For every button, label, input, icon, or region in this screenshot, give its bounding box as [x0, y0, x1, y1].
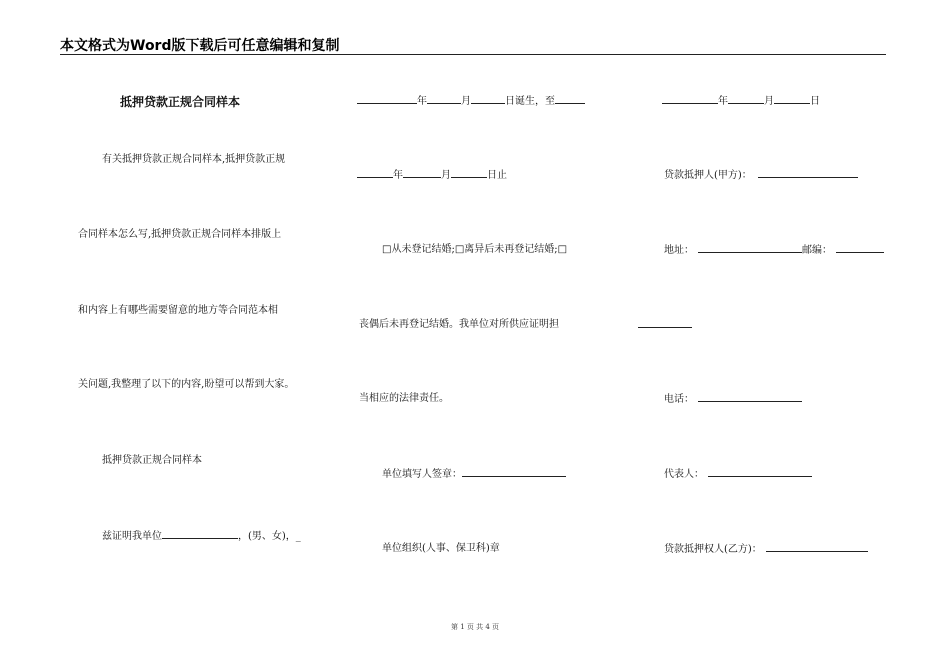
month-label-2: 月: [441, 170, 451, 181]
mortgagor-label: 贷款抵押人(甲方)：: [664, 170, 752, 181]
signer-blank: [462, 467, 566, 477]
signing-date-line: [662, 94, 820, 109]
phone-blank: [698, 392, 802, 402]
unit-name-blank: [162, 529, 238, 539]
mortgagee-label: 贷款抵押权人(乙方)：: [664, 544, 762, 555]
sign-month-label: 月: [764, 96, 774, 107]
mortgagor-line: [664, 168, 858, 183]
sign-year-label: 年: [718, 96, 728, 107]
end-day-blank: [451, 168, 487, 178]
certificate-prefix: 兹证明我单位: [102, 531, 162, 542]
intro-line-3: 和内容上有哪些需要留意的地方等合同范本相: [78, 305, 278, 316]
mortgagor-blank: [758, 168, 858, 178]
address-line: [664, 243, 884, 258]
extra-blank: [638, 327, 692, 328]
birth-day-blank: [471, 94, 505, 104]
postcode-blank: [836, 243, 884, 253]
certificate-gender: ，(男、女)，_: [238, 531, 301, 542]
born-label: 日诞生，至: [505, 96, 555, 107]
phone-line: [664, 392, 802, 407]
header-text: 本文格式为Word版下载后可任意编辑和复制: [60, 38, 340, 54]
end-date-line: [357, 168, 507, 183]
liability-line: 当相应的法律责任。: [359, 393, 449, 404]
intro-line-2: 合同样本怎么写,抵押贷款正规合同样本排版上: [78, 229, 282, 240]
address-blank: [698, 243, 802, 253]
page-footer: 第 1 页 共 4 页: [450, 623, 500, 631]
sign-year-blank: [662, 94, 718, 104]
sign-day-label: 日: [810, 96, 820, 107]
signer-label: 单位填写人签章：: [382, 469, 462, 480]
section-subtitle: 抵押贷款正规合同样本: [102, 455, 202, 466]
mortgagee-line: [664, 542, 868, 557]
year-label-2: 年: [393, 170, 403, 181]
representative-blank: [708, 467, 812, 477]
intro-line-4: 关问题,我整理了以下的内容,盼望可以帮到大家。: [78, 379, 295, 390]
end-year-blank: [357, 168, 393, 178]
phone-label: 电话：: [664, 394, 694, 405]
representative-label: 代表人：: [664, 469, 704, 480]
until-blank: [555, 94, 585, 104]
marital-status-options: □从未登记结婚;□离异后未再登记结婚;□: [382, 244, 568, 255]
birth-month-blank: [427, 94, 461, 104]
year-label: 年: [417, 96, 427, 107]
org-seal-line: 单位组织(人事、保卫科)章: [382, 543, 500, 554]
month-label: 月: [461, 96, 471, 107]
spouse-line: 丧偶后未再登记结婚。我单位对所供应证明担: [359, 319, 559, 330]
birth-date-line: [357, 94, 585, 109]
birth-year-blank: [357, 94, 417, 104]
postcode-label: 邮编：: [802, 245, 832, 256]
page-header: [60, 34, 886, 55]
signer-line: [382, 467, 566, 482]
document-title: 抵押贷款正规合同样本: [120, 95, 241, 109]
sign-month-blank: [728, 94, 764, 104]
certificate-line: [102, 529, 301, 544]
representative-line: [664, 467, 812, 482]
end-month-blank: [403, 168, 441, 178]
intro-line-1: 有关抵押贷款正规合同样本,抵押贷款正规: [102, 154, 286, 165]
mortgagee-blank: [766, 542, 868, 552]
address-label: 地址：: [664, 245, 694, 256]
end-label: 日止: [487, 170, 507, 181]
sign-day-blank: [774, 94, 810, 104]
